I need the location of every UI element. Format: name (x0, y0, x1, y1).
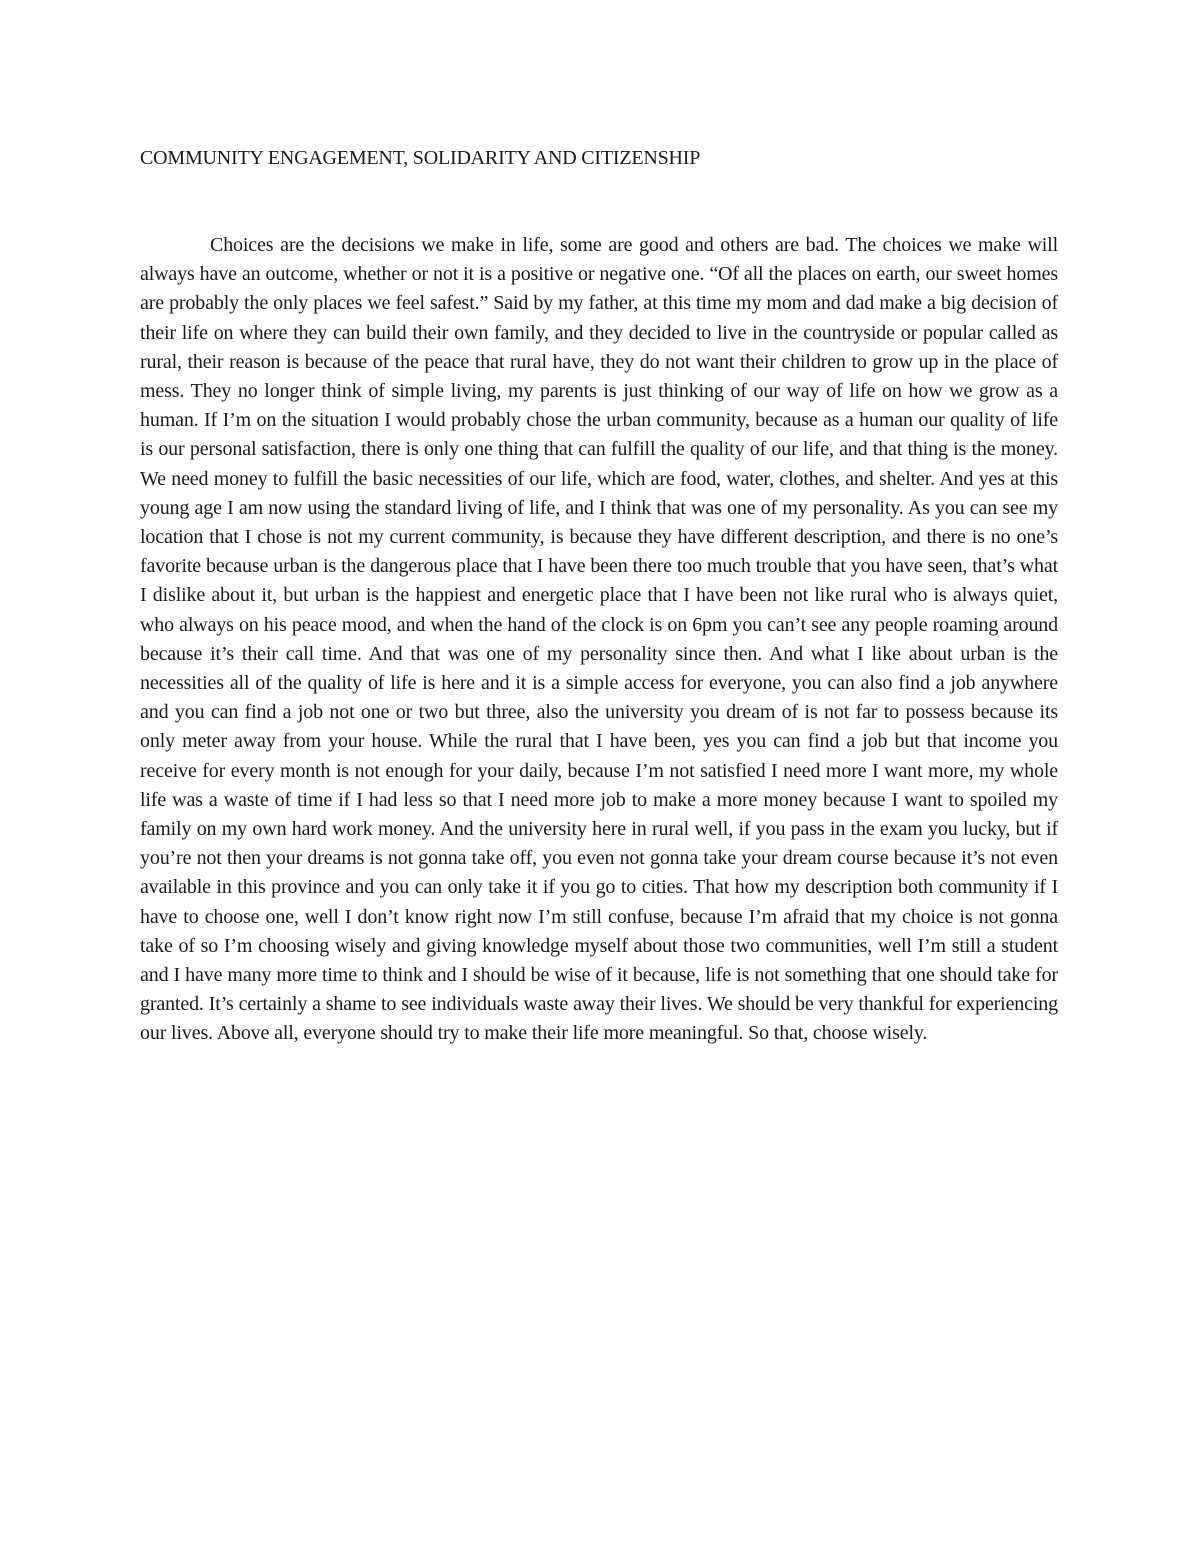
document-title: COMMUNITY ENGAGEMENT, SOLIDARITY AND CITIZENSHIP (140, 147, 701, 169)
essay-paragraph: Choices are the decisions we make in life, some are good and others are bad. The choices we make will always have an outcome, whether or not it is a positive or negative one. “Of all the places on earth, our sweet homes are probably the only places we feel safest.” Said by my father, at this time my mom and dad make a big decision of their life on where they can build their own family, and they decided to live in the countryside or popular called as rural, their reason is because of the peace that rural have, they do not want their children to grow up in the place of mess. They no longer think of simple living, my parents is just thinking of our way of life on how we grow as a human. If I’m on the situation I would probably chose the urban community, because as a human our quality of life is our personal satisfaction, there is only one thing that can fulfill the quality of our life, and that thing is the money. We need money to fulfill the basic necessities of our life, which are food, water, clothes, and shelter. And yes at this young age I am now using the standard living of life, and I think that was one of my personality. As you can see my location that I chose is not my current community, is because they have different description, and there is no one’s favorite because urban is the dangerous place that I have been there too much trouble that you have seen, that’s what I dislike about it, but urban is the happiest and energetic place that I have been not like rural who is always quiet, who always on his peace mood, and when the hand of the clock is on 6pm you can’t see any people roaming around because it’s their call time. And that was one of my personality since then. And what I like about urban is the necessities all of the quality of life is here and it is a simple access for everyone, you can also find a job anywhere and you can find a job not one or two but three, also the university you dream of is not far to possess because its only meter away from your house. While the rural that I have been, yes you can find a job but that income you receive for every month is not enough for your daily, because I’m not satisfied I need more I want more, my whole life was a waste of time if I had less so that I need more job to make a more money because I want to spoiled my family on my own hard work money. And the university here in rural well, if you pass in the exam you lucky, but if you’re not then your dreams is not gonna take off, you even not gonna take your dream course because it’s not even available in this province and you can only take it if you go to cities. That how my description both community if I have to choose one, well I don’t know right now I’m still confuse, because I’m afraid that my choice is not gonna take of so I’m choosing wisely and giving knowledge myself about those two communities, well I’m still a student and I have many more time to think and I should be wise of it because, life is not something that one should take for granted. It’s certainly a shame to see individuals waste away their lives. We should be very thankful for experiencing our lives. Above all, everyone should try to make their life more meaningful. So that, choose wisely. (140, 234, 1058, 1045)
